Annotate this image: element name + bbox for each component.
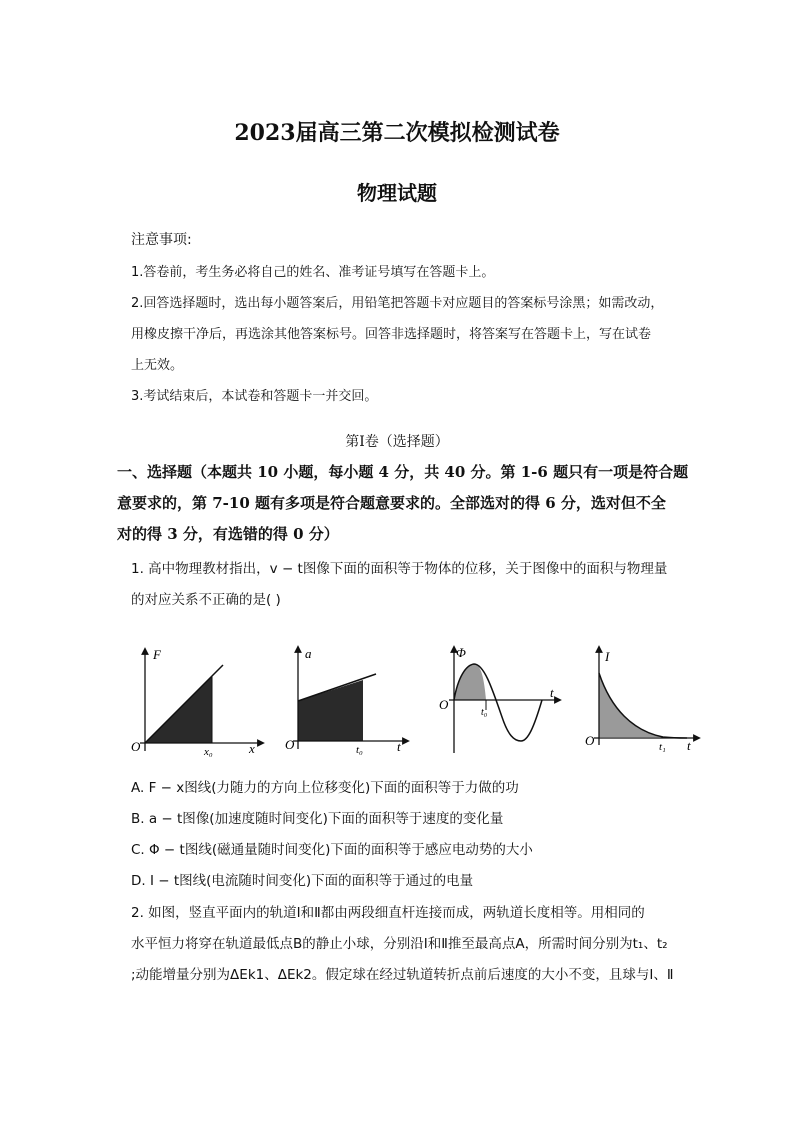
q2-stem-line-1: 2. 如图，竖直平面内的轨道Ⅰ和Ⅱ都由两段细直杆连接而成，两轨道长度相等。用相同的 <box>131 905 645 921</box>
graph1-y-label: F <box>153 647 161 662</box>
notice-item-1: 1.答卷前，考生务必将自己的姓名、准考证号填写在答题卡上。 <box>131 265 495 280</box>
notice-heading: 注意事项: <box>131 232 192 248</box>
graph4-y-label: I <box>605 649 610 664</box>
q1-option-b: B. a − t图像(加速度随时间变化)下面的面积等于速度的变化量 <box>131 811 504 827</box>
q1-option-c: C. Φ − t图线(磁通量随时间变化)下面的面积等于感应电动势的大小 <box>131 842 533 858</box>
graph2-tick: t₀ <box>356 744 363 756</box>
notice-item-2-line-2: 用橡皮擦干净后，再选涂其他答案标号。回答非选择题时，将答案写在答题卡上，写在试卷 <box>131 327 652 342</box>
graph-phi-t <box>436 643 566 762</box>
section-heading-line-2: 意要求的，第 7-10 题有多项是符合题意要求的。全部选对的得 6 分，选对但不全 <box>117 494 666 512</box>
graph1-tick: x₀ <box>204 746 213 758</box>
q1-option-d: D. I − t图线(电流随时间变化)下面的面积等于通过的电量 <box>131 873 474 889</box>
graph3-tick: t₀ <box>481 707 488 718</box>
q1-stem-line-2: 的对应关系不正确的是( ) <box>131 592 281 608</box>
q1-option-a: A. F − x图线(力随力的方向上位移变化)下面的面积等于力做的功 <box>131 780 519 796</box>
notice-item-2-line-3: 上无效。 <box>131 358 184 373</box>
section-heading-line-1: 一、选择题（本题共 10 小题，每小题 4 分，共 40 分。第 1-6 题只有一项是符合题 <box>117 463 689 481</box>
q2-stem-line-3: ;动能增量分别为ΔEk1、ΔEk2。假定球在经过轨道转折点前后速度的大小不变，且球与Ⅰ、Ⅱ <box>131 967 674 983</box>
graph2-origin: O <box>285 737 295 752</box>
graph1-origin: O <box>131 739 141 754</box>
section-heading-line-3: 对的得 3 分，有选错的得 0 分） <box>117 525 339 543</box>
graph-f-x <box>128 643 268 762</box>
shaded-area <box>599 673 663 737</box>
graph3-y-label: Φ <box>456 645 466 660</box>
notice-item-2-line-1: 2.回答选择题时，选出每小题答案后，用铅笔把答题卡对应题目的答案标号涂黑；如需改动， <box>131 296 664 311</box>
graph1-x-label: x <box>249 741 255 756</box>
section-title: 第Ⅰ卷（选择题） <box>345 434 449 450</box>
graph3-origin: O <box>439 697 449 712</box>
graph2-y-label: a <box>305 646 312 661</box>
graph4-origin: O <box>585 733 595 748</box>
q2-stem-line-2: 水平恒力将穿在轨道最低点B的静止小球，分别沿Ⅰ和Ⅱ推至最高点A，所需时间分别为t₁、t₂ <box>131 936 668 952</box>
notice-item-3: 3.考试结束后，本试卷和答题卡一并交回。 <box>131 389 378 404</box>
graph-i-t <box>583 643 703 762</box>
page-title: 2023届高三第二次模拟检测试卷 <box>234 120 560 146</box>
q1-stem-line-1: 1. 高中物理教材指出，v − t图像下面的面积等于物体的位移，关于图像中的面积与物理量 <box>131 561 668 577</box>
graph-a-t <box>284 643 414 762</box>
graph3-x-label: t <box>550 685 554 700</box>
graph4-x-label: t <box>687 738 691 753</box>
graph2-x-label: t <box>397 739 401 754</box>
graph4-tick: t₁ <box>659 741 666 753</box>
page-subtitle: 物理试题 <box>357 181 437 205</box>
